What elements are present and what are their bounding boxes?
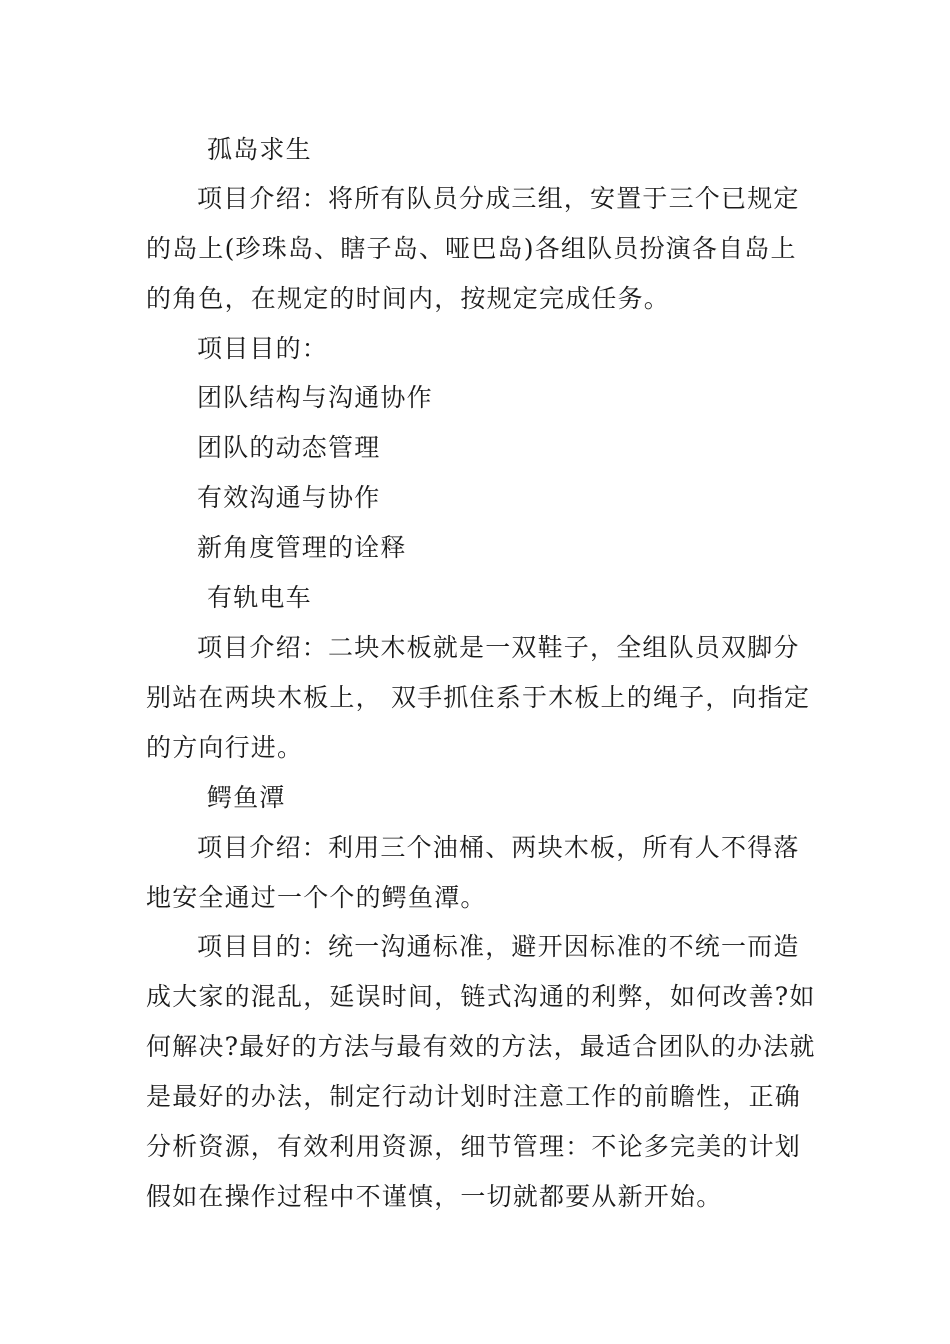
- paragraph-line: 是最好的办法，制定行动计划时注意工作的前瞻性，正确: [146, 1082, 802, 1111]
- section-title-island-survival: 孤岛求生: [207, 135, 312, 164]
- paragraph-line: 成大家的混乱，延误时间，链式沟通的利弊，如何改善?如: [146, 982, 816, 1011]
- paragraph-line: 项目目的：统一沟通标准，避开因标准的不统一而造: [197, 932, 800, 961]
- paragraph-line: 假如在操作过程中不谨慎，一切就都要从新开始。: [146, 1182, 723, 1211]
- paragraph-line: 项目介绍：将所有队员分成三组，安置于三个已规定: [197, 184, 800, 213]
- paragraph-line: 别站在两块木板上， 双手抓住系于木板上的绳子，向指定: [146, 683, 811, 712]
- list-item: 新角度管理的诠释: [197, 533, 407, 562]
- paragraph-line: 项目介绍：二块木板就是一双鞋子，全组队员双脚分: [197, 633, 800, 662]
- section-title-crocodile-pond: 鳄鱼潭: [207, 783, 286, 812]
- list-item: 有效沟通与协作: [197, 483, 381, 512]
- list-item: 团队结构与沟通协作: [197, 383, 433, 412]
- list-item: 团队的动态管理: [197, 433, 381, 462]
- section-title-tram: 有轨电车: [207, 583, 312, 612]
- purpose-heading: 项目目的：: [197, 334, 329, 363]
- paragraph-line: 何解决?最好的方法与最有效的方法，最适合团队的办法就: [146, 1032, 816, 1061]
- paragraph-line: 项目介绍：利用三个油桶、两块木板，所有人不得落: [197, 833, 800, 862]
- paragraph-line: 的方向行进。: [146, 733, 304, 762]
- paragraph-line: 分析资源，有效利用资源，细节管理：不论多完美的计划: [146, 1132, 802, 1161]
- paragraph-line: 地安全通过一个个的鳄鱼潭。: [146, 883, 487, 912]
- paragraph-line: 的岛上(珍珠岛、瞎子岛、哑巴岛)各组队员扮演各自岛上: [146, 234, 797, 263]
- paragraph-line: 的角色，在规定的时间内，按规定完成任务。: [146, 284, 671, 313]
